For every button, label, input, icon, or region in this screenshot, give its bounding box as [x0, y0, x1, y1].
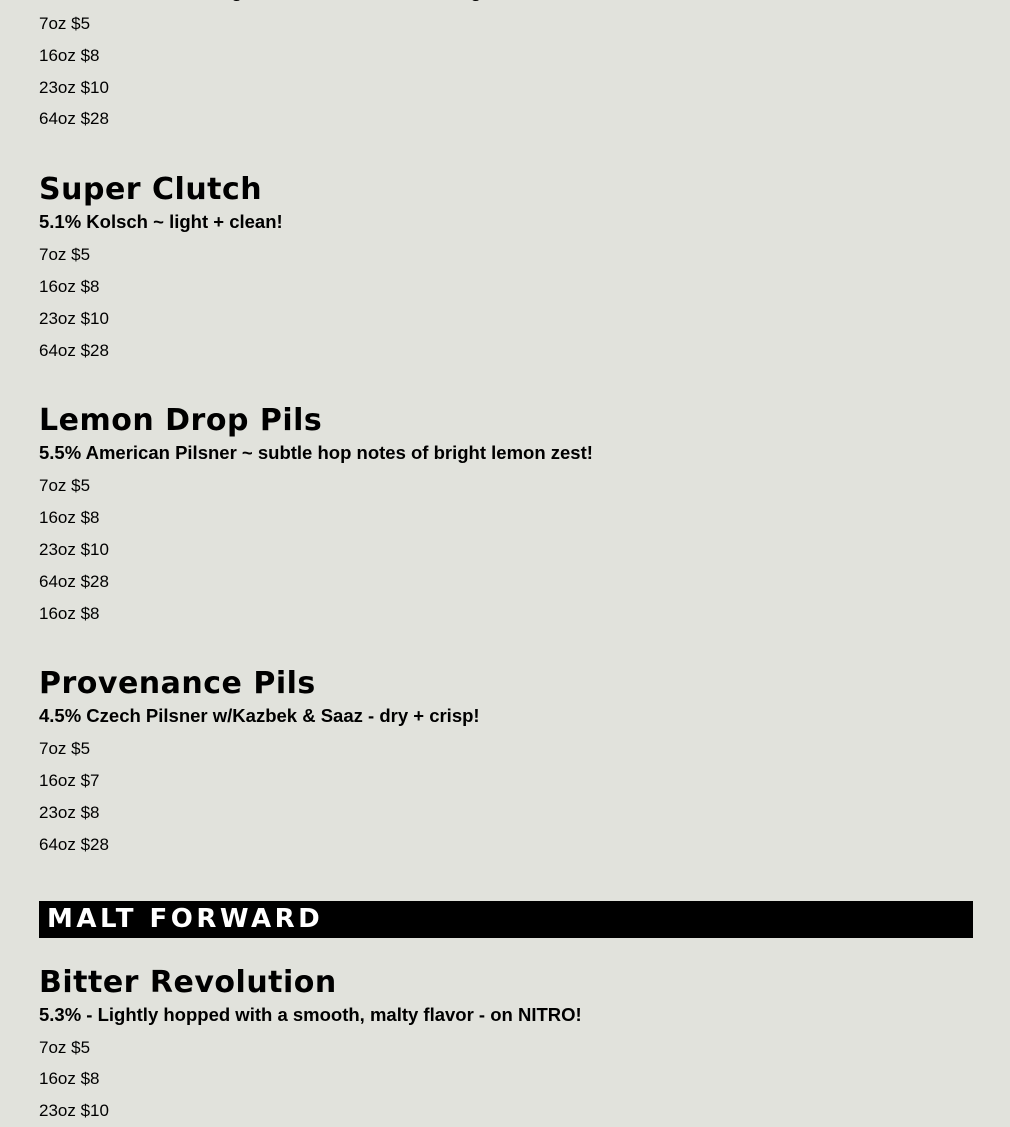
- beer-item: [39, 966, 973, 1127]
- beer-description: 5.5% American Pilsner ~ subtle hop notes of bright lemon zest!: [39, 442, 593, 464]
- price-item: 16oz $8: [39, 603, 100, 623]
- beer-name: Lemon Drop Pils: [39, 403, 323, 439]
- price-item: 23oz $8: [39, 802, 100, 822]
- price-list: [39, 239, 973, 366]
- price-list: [39, 470, 973, 629]
- beer-description: 5.3% - Lightly hopped with a smooth, malty flavor - on NITRO!: [39, 1003, 582, 1025]
- beer-item: [39, 0, 973, 135]
- price-item: 7oz $5: [39, 14, 91, 33]
- beer-description: [39, 0, 973, 6]
- price-item: 16oz $8: [39, 508, 100, 528]
- price-item: 64oz $28: [39, 571, 109, 591]
- price-item: 7oz $5: [39, 1037, 91, 1057]
- price-item: 7oz $5: [39, 245, 91, 265]
- beer-name: Super Clutch: [39, 172, 263, 208]
- price-item: 16oz $8: [39, 276, 100, 296]
- beer-name: Provenance Pils: [39, 666, 316, 702]
- section-banner-malt-forward: [39, 901, 973, 938]
- price-item: 23oz $10: [39, 308, 109, 328]
- price-item: 7oz $5: [39, 476, 91, 496]
- price-list: [39, 8, 973, 135]
- price-item: 23oz $10: [39, 539, 109, 559]
- beer-item: [39, 404, 973, 629]
- beer-description: 4.5% Czech Pilsner w/Kazbek & Saaz - dry + crisp!: [39, 705, 480, 727]
- price-list: [39, 733, 973, 860]
- beer-description: 5.1% Kolsch ~ light + clean!: [39, 211, 283, 233]
- price-item: 7oz $5: [39, 739, 91, 759]
- beer-item: [39, 667, 973, 860]
- beer-menu: [39, 0, 973, 1127]
- price-item: 16oz $8: [39, 45, 100, 65]
- price-item: 23oz $10: [39, 77, 109, 97]
- price-item: 16oz $8: [39, 1069, 100, 1089]
- price-list: [39, 1032, 973, 1127]
- price-item: 64oz $28: [39, 109, 109, 129]
- section-title: MALT FORWARD: [47, 903, 324, 934]
- beer-name: Bitter Revolution: [39, 964, 337, 1000]
- price-item: 23oz $10: [39, 1101, 109, 1121]
- price-item: 64oz $28: [39, 340, 109, 360]
- beer-item: [39, 173, 973, 366]
- price-item: 64oz $28: [39, 834, 109, 854]
- price-item: 16oz $7: [39, 771, 100, 791]
